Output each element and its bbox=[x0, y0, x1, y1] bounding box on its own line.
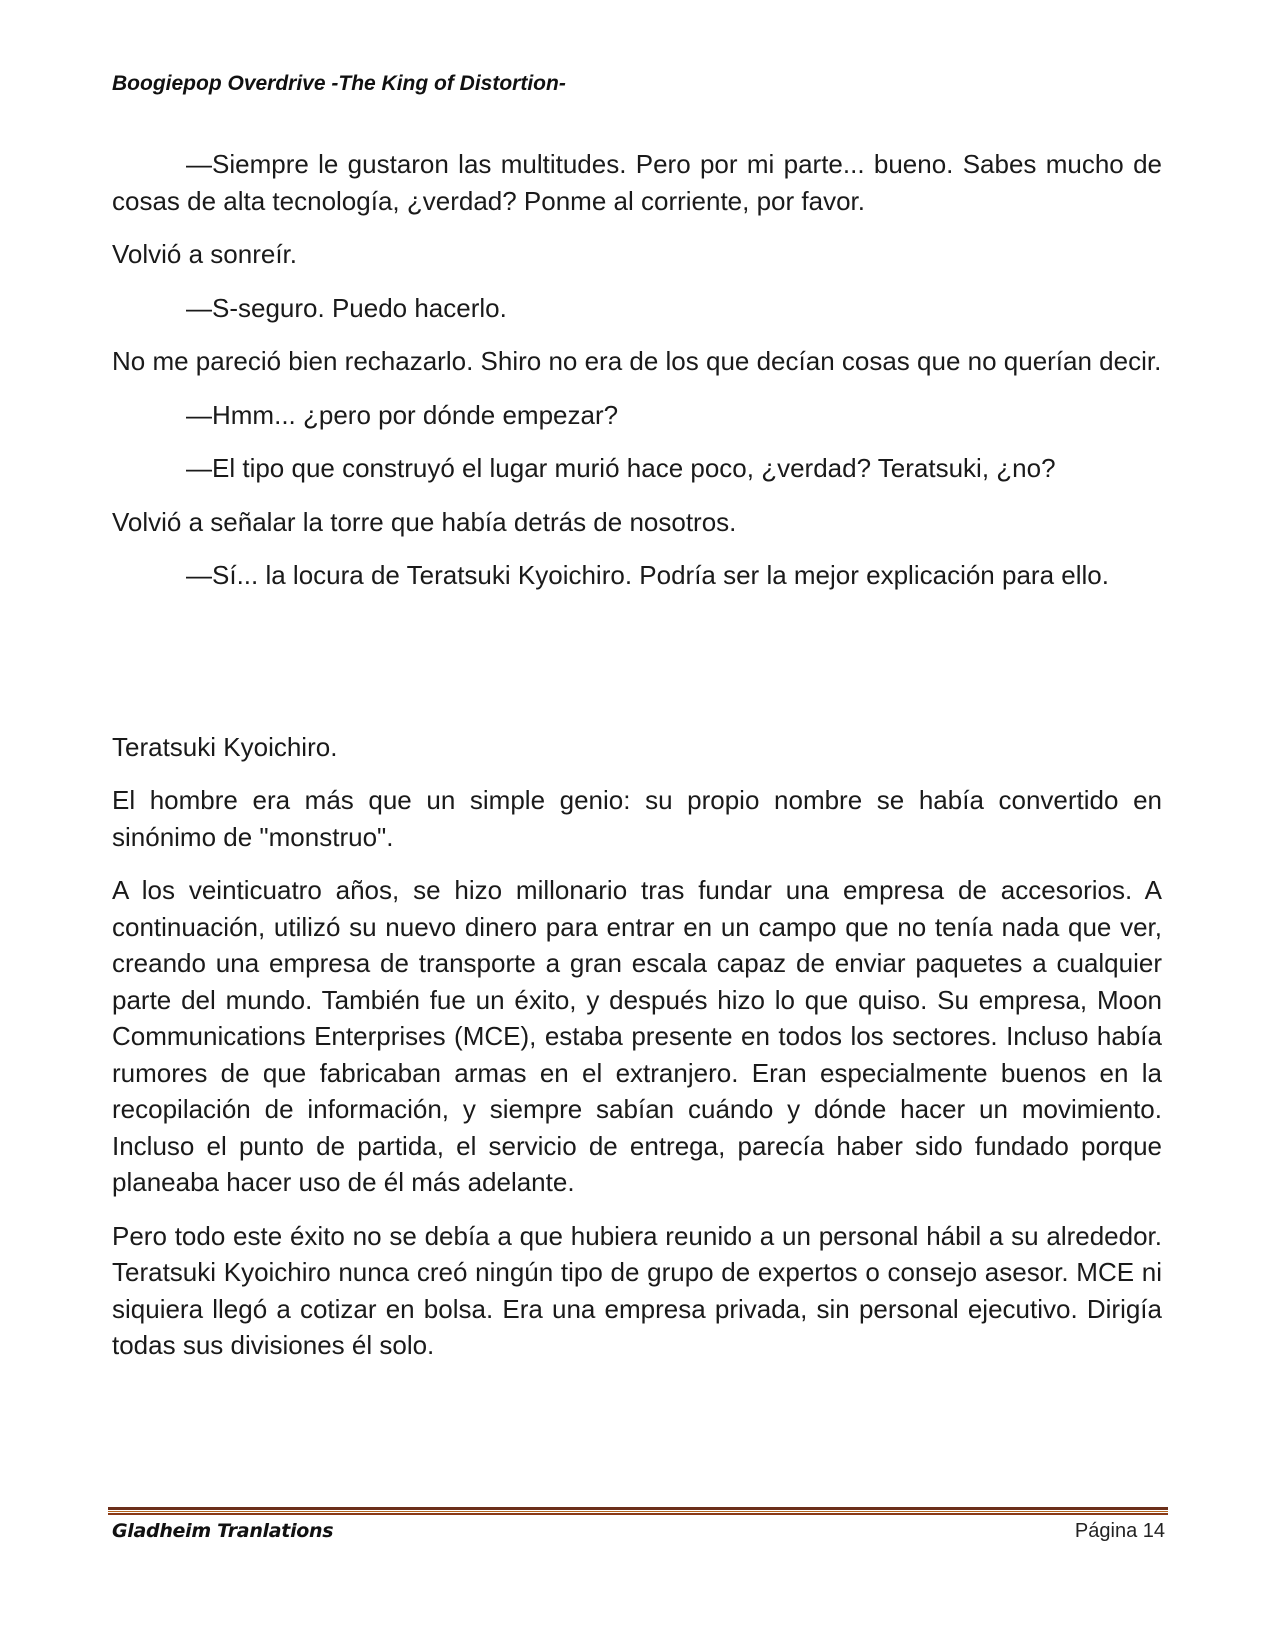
paragraph: —Sí... la locura de Teratsuki Kyoichiro. Podría ser la mejor explicación para ello. bbox=[186, 560, 1109, 590]
paragraph: Pero todo este éxito no se debía a que hubiera reunido a un personal hábil a su alrededor. Teratsuki Kyoichiro nunca creó ningún tipo de grupo de expertos o consejo asesor. MCE ni siquiera llegó a cotizar en bolsa. Era una empresa privada, sin personal ejecutivo. Dirigía todas sus divisiones él solo. bbox=[112, 1220, 1162, 1360]
paragraph: —El tipo que construyó el lugar murió hace poco, ¿verdad? Teratsuki, ¿no? bbox=[186, 453, 1056, 483]
paragraph: —S-seguro. Puedo hacerlo. bbox=[186, 292, 507, 323]
footer-credit: Gladheim Tranlations bbox=[112, 1520, 334, 1542]
paragraph: Volvió a sonreír. bbox=[112, 239, 297, 269]
paragraph: A los veinticuatro años, se hizo millonario tras fundar una empresa de accesorios. A continuación, utilizó su nuevo dinero para entrar en un campo que no tenía nada que ver, creando una empresa de transporte a gran escala capaz de enviar paquetes a cualquier parte del mundo. También fue un éxito, y después hizo lo que quiso. Su empresa, Moon Communications Enterprises (MCE), estaba presente en todos los sectores. Incluso había rumores de que fabricaban armas en el extranjero. Eran especialmente buenos en la recopilación de información, y siempre sabían cuándo y dónde hacer un movimiento. Incluso el punto de partida, el servicio de entrega, parecía haber sido fundado porque planeaba hacer uso de él más adelante. bbox=[112, 875, 1162, 1197]
section-break bbox=[112, 611, 1162, 729]
page-header-title: Boogiepop Overdrive -The King of Distortion- bbox=[112, 72, 566, 95]
paragraph: Teratsuki Kyoichiro. bbox=[112, 731, 338, 762]
footer-divider bbox=[108, 1507, 1168, 1515]
paragraph: No me pareció bien rechazarlo. Shiro no era de los que decían cosas que no querían decir. bbox=[112, 346, 1162, 376]
paragraph: —Hmm... ¿pero por dónde empezar? bbox=[186, 399, 619, 430]
page-number: Página 14 bbox=[1074, 1520, 1165, 1542]
paragraph: —Siempre le gustaron las multitudes. Pero por mi parte... bueno. Sabes mucho de cosas de alta tecnología, ¿verdad? Ponme al corriente, por favor. bbox=[112, 149, 1162, 216]
document-body bbox=[112, 146, 1162, 1381]
paragraph: Volvió a señalar la torre que había detrás de nosotros. bbox=[112, 506, 737, 537]
paragraph: El hombre era más que un simple genio: su propio nombre se había convertido en sinónimo de "monstruo". bbox=[112, 785, 1162, 852]
